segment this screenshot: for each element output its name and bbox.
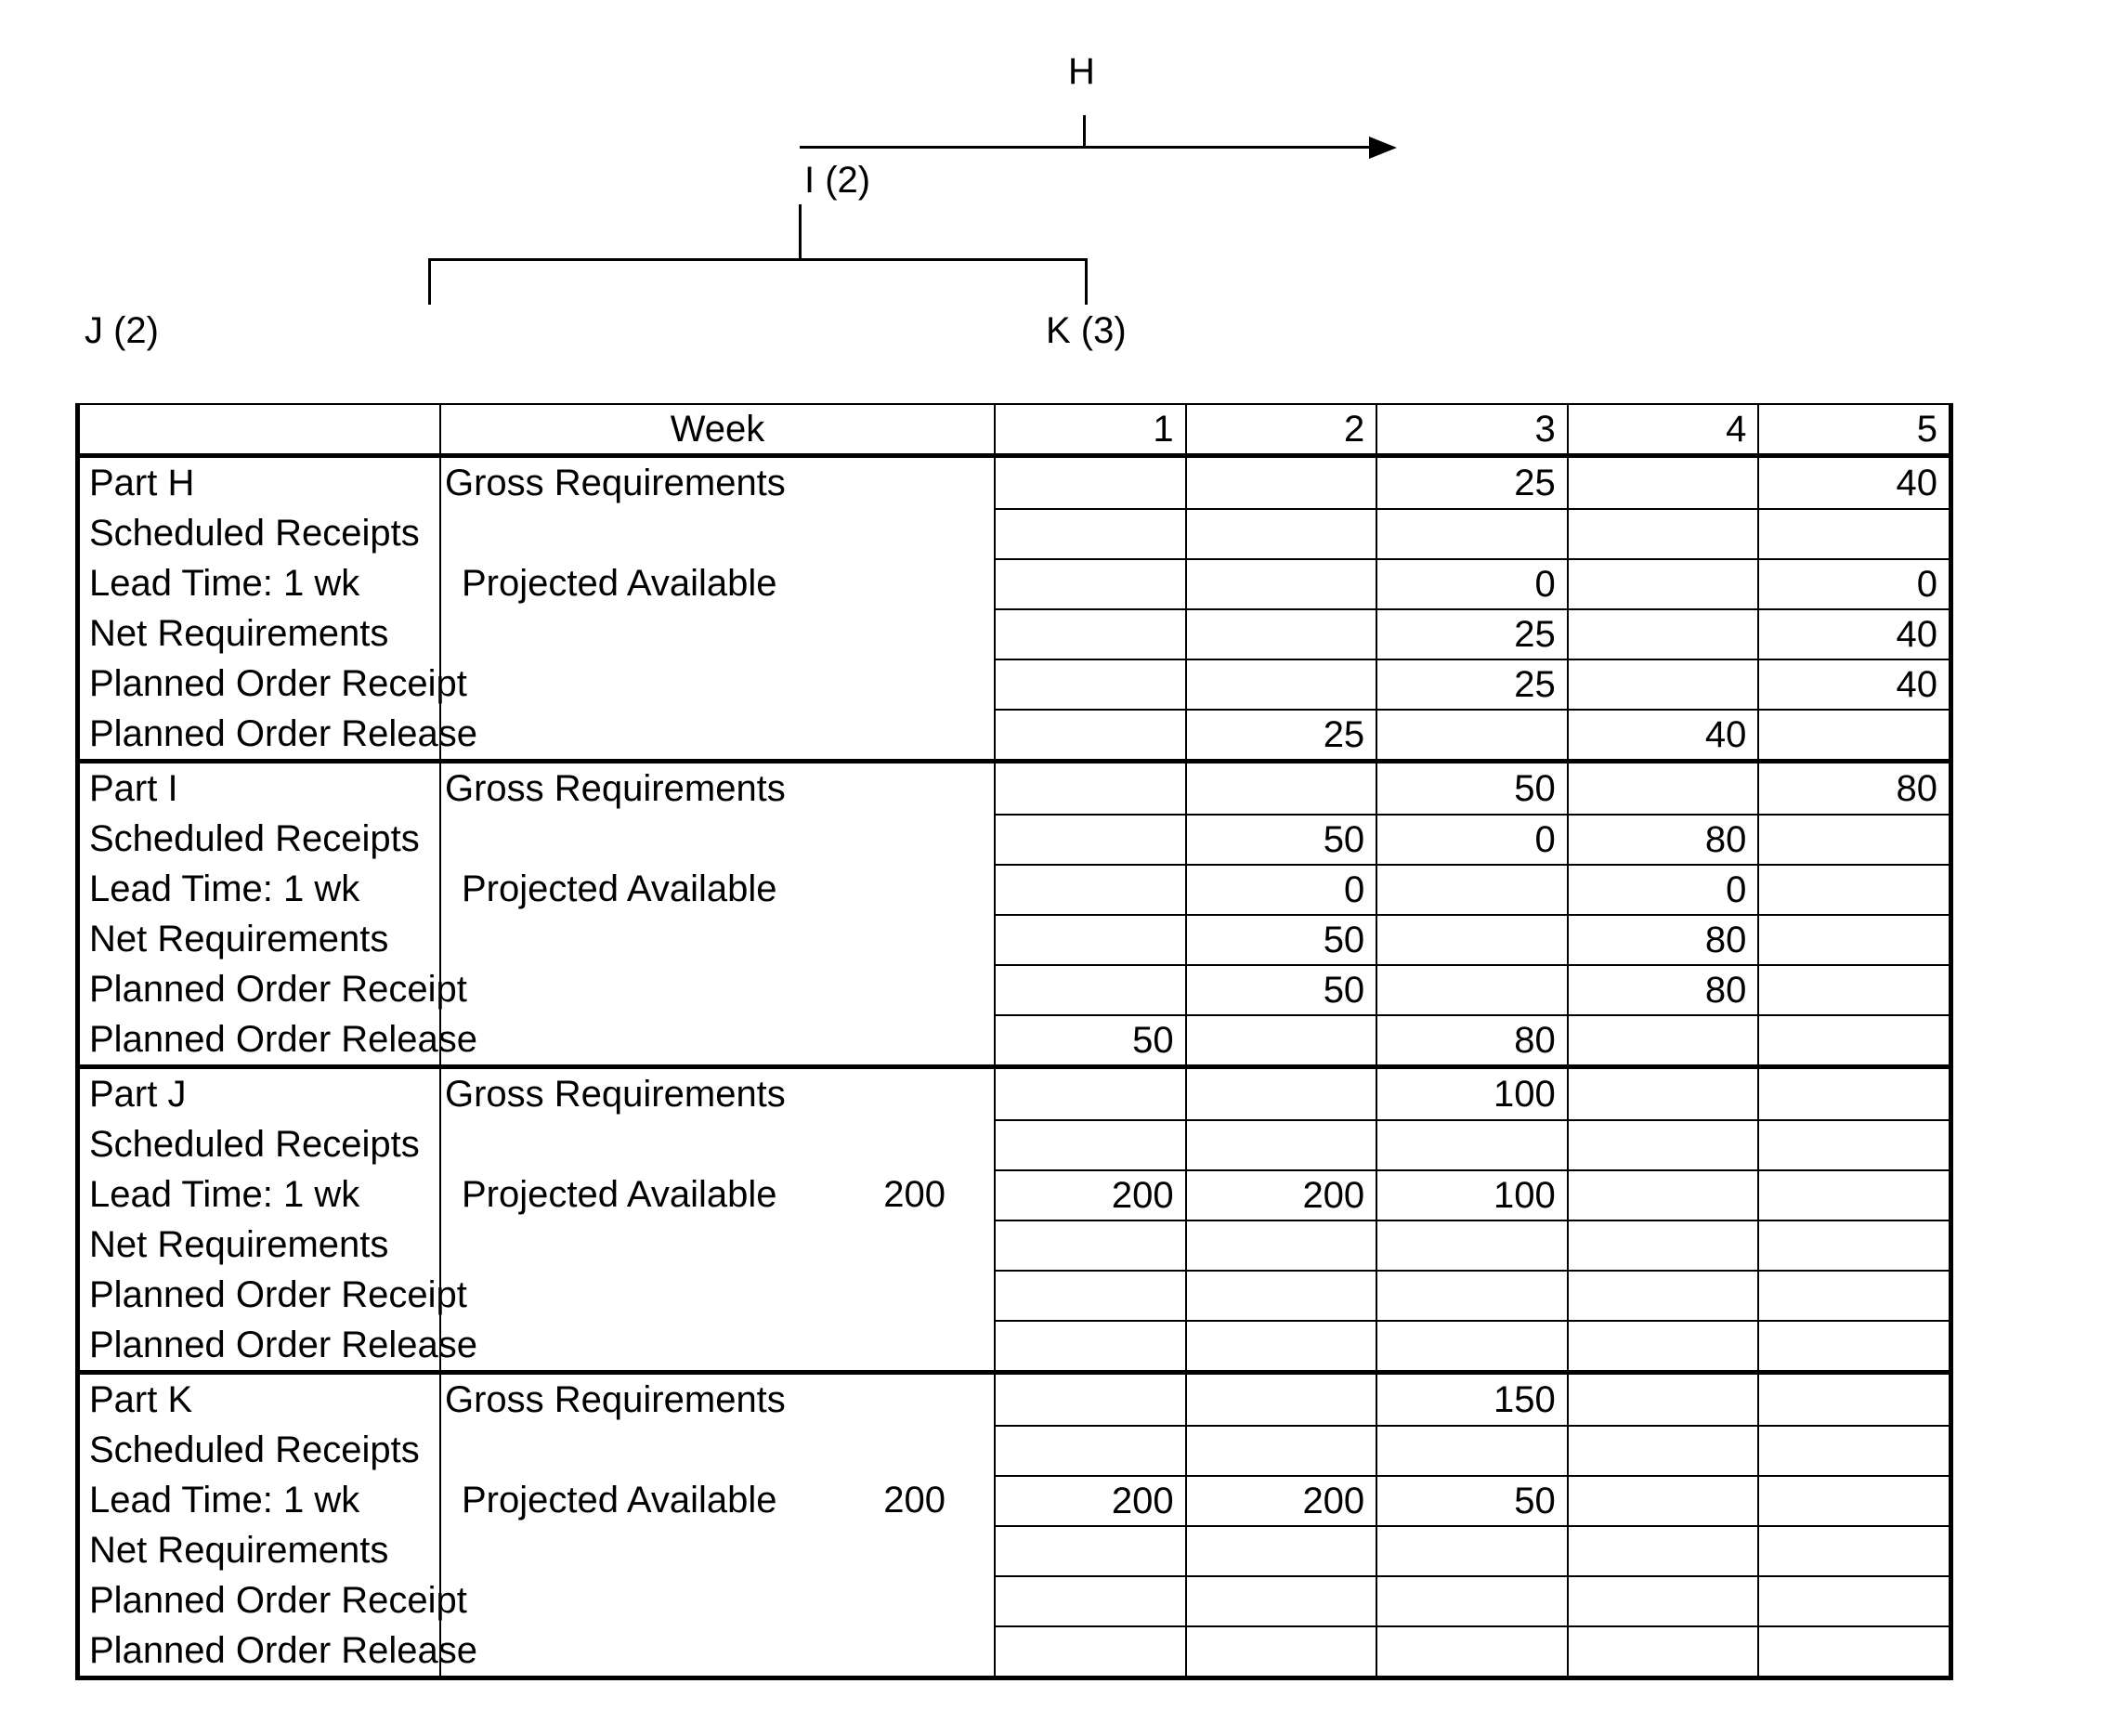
value-cell [1757, 1625, 1949, 1676]
row-label: Planned Order Receipt [89, 1580, 467, 1621]
value-cell: 0 [1376, 558, 1567, 608]
description-column [439, 458, 994, 759]
row-label: Net Requirements [89, 613, 389, 654]
row-label: Lead Time: 1 wk [89, 1174, 360, 1215]
part-block [80, 453, 1949, 759]
value-cell [1567, 1320, 1758, 1370]
bracket-right-drop-line [1085, 258, 1088, 305]
value-cell [1376, 1625, 1567, 1676]
value-cell [1567, 764, 1758, 814]
row-label: Planned Order Receipt [89, 969, 467, 1010]
value-cell [1185, 1425, 1376, 1475]
value-cell [1567, 1119, 1758, 1169]
value-cell [1376, 508, 1567, 558]
desc-row [441, 659, 994, 709]
value-cell: 25 [1376, 659, 1567, 709]
value-cell: 80 [1567, 814, 1758, 864]
value-cell: 100 [1376, 1169, 1567, 1220]
initial-on-hand-value: 200 [883, 1174, 946, 1215]
value-cell [1567, 1169, 1758, 1220]
header-week-2: 2 [1185, 405, 1376, 453]
value-cell: 80 [1567, 964, 1758, 1014]
table-header-row [80, 405, 1949, 453]
node-h-label: H [1068, 51, 1095, 92]
value-cell [994, 558, 1185, 608]
value-cell: 25 [1376, 608, 1567, 659]
value-cell [1185, 659, 1376, 709]
value-cell [1376, 864, 1567, 914]
part-info-column [80, 458, 478, 759]
value-cell [994, 1220, 1185, 1270]
value-cell [1376, 1575, 1567, 1625]
value-cell [994, 1575, 1185, 1625]
desc-row [441, 709, 994, 759]
header-empty-cell [80, 405, 439, 453]
row-label: Lead Time: 1 wk [89, 1480, 360, 1521]
value-cell [994, 964, 1185, 1014]
part-info-column [80, 1375, 478, 1676]
value-cell [1757, 1220, 1949, 1270]
value-cell [1757, 864, 1949, 914]
value-cell [1757, 1525, 1949, 1575]
week-values-grid [994, 1069, 1949, 1370]
row-label: Scheduled Receipts [89, 1124, 420, 1165]
row-label: Lead Time: 1 wk [89, 868, 360, 909]
value-cell [1185, 608, 1376, 659]
value-cell [1567, 1625, 1758, 1676]
row-label: Net Requirements [89, 1530, 389, 1571]
value-cell: 0 [1185, 864, 1376, 914]
projected-available-label: Projected Available [462, 1174, 777, 1215]
value-cell [1185, 1220, 1376, 1270]
timeline-line [800, 146, 1371, 149]
desc-row [441, 1119, 994, 1169]
value-cell [1567, 508, 1758, 558]
projected-available-label: Projected Available [462, 868, 777, 909]
bracket-line [428, 258, 1088, 261]
desc-row [441, 1320, 994, 1370]
row-label: Scheduled Receipts [89, 818, 420, 859]
desc-row [441, 914, 994, 964]
value-cell [1567, 1375, 1758, 1425]
value-cell: 50 [1376, 1475, 1567, 1525]
value-cell [1376, 1525, 1567, 1575]
value-cell [1567, 1575, 1758, 1625]
value-cell: 40 [1757, 608, 1949, 659]
node-j-label: J (2) [85, 310, 159, 351]
value-cell [1567, 558, 1758, 608]
value-cell [994, 914, 1185, 964]
value-cell [994, 764, 1185, 814]
initial-on-hand-value: 200 [883, 1480, 946, 1521]
row-label: Net Requirements [89, 919, 389, 959]
value-cell [1185, 558, 1376, 608]
value-cell: 50 [1185, 914, 1376, 964]
header-week-label: Week [439, 405, 994, 453]
value-cell [1185, 1119, 1376, 1169]
value-cell [994, 608, 1185, 659]
part-block [80, 1064, 1949, 1370]
desc-row [441, 814, 994, 864]
part-name: Part K [89, 1379, 193, 1420]
i-connector-line [799, 204, 802, 260]
value-cell: 40 [1567, 709, 1758, 759]
value-cell: 0 [1567, 864, 1758, 914]
value-cell: 80 [1567, 914, 1758, 964]
value-cell [1757, 814, 1949, 864]
value-cell [1757, 1425, 1949, 1475]
row-label: Scheduled Receipts [89, 1429, 420, 1470]
value-cell [1757, 508, 1949, 558]
value-cell [1757, 1575, 1949, 1625]
value-cell [1567, 458, 1758, 508]
value-cell [1185, 1375, 1376, 1425]
value-cell [1567, 608, 1758, 659]
value-cell [1757, 1119, 1949, 1169]
value-cell [1567, 1220, 1758, 1270]
value-cell [994, 709, 1185, 759]
value-cell [994, 1425, 1185, 1475]
desc-row [441, 1425, 994, 1475]
value-cell [1185, 1014, 1376, 1064]
part-name: Part I [89, 768, 178, 809]
value-cell [994, 1069, 1185, 1119]
value-cell [1376, 1425, 1567, 1475]
gross-requirements-label: Gross Requirements [445, 1074, 786, 1115]
value-cell [994, 1375, 1185, 1425]
desc-row [441, 508, 994, 558]
value-cell [1757, 709, 1949, 759]
value-cell [1376, 1119, 1567, 1169]
value-cell: 200 [994, 1475, 1185, 1525]
mrp-table [75, 403, 1953, 1680]
desc-row [441, 1270, 994, 1320]
value-cell [1757, 1270, 1949, 1320]
value-cell: 200 [1185, 1475, 1376, 1525]
value-cell [1185, 1525, 1376, 1575]
value-cell [1757, 1014, 1949, 1064]
value-cell: 50 [1376, 764, 1567, 814]
part-block [80, 759, 1949, 1064]
value-cell [994, 814, 1185, 864]
row-label: Lead Time: 1 wk [89, 563, 360, 604]
value-cell [994, 458, 1185, 508]
projected-available-label: Projected Available [462, 563, 777, 604]
desc-row [441, 1220, 994, 1270]
row-label: Net Requirements [89, 1224, 389, 1265]
value-cell [1185, 1320, 1376, 1370]
value-cell [994, 1525, 1185, 1575]
header-week-numbers [994, 405, 1949, 453]
value-cell: 80 [1376, 1014, 1567, 1064]
part-info-column [80, 1069, 478, 1370]
desc-row [441, 1014, 994, 1064]
value-cell [1757, 1475, 1949, 1525]
value-cell: 200 [994, 1169, 1185, 1220]
row-label: Planned Order Receipt [89, 1274, 467, 1315]
gross-requirements-label: Gross Requirements [445, 1379, 786, 1420]
value-cell: 100 [1376, 1069, 1567, 1119]
part-block [80, 1370, 1949, 1676]
bracket-left-drop-line [428, 258, 431, 305]
value-cell [1376, 1270, 1567, 1320]
value-cell [1757, 1169, 1949, 1220]
gross-requirements-label: Gross Requirements [445, 768, 786, 809]
part-name: Part J [89, 1074, 187, 1115]
value-cell: 40 [1757, 458, 1949, 508]
value-cell: 25 [1185, 709, 1376, 759]
projected-available-row [441, 1475, 994, 1525]
desc-row [441, 964, 994, 1014]
value-cell [994, 1320, 1185, 1370]
value-cell: 80 [1757, 764, 1949, 814]
value-cell [1567, 659, 1758, 709]
row-label: Planned Order Receipt [89, 663, 467, 704]
mrp-table-blocks [80, 453, 1949, 1676]
value-cell [1757, 964, 1949, 1014]
value-cell [1567, 1525, 1758, 1575]
value-cell [1567, 1014, 1758, 1064]
value-cell [1757, 1375, 1949, 1425]
description-column [439, 764, 994, 1064]
value-cell: 50 [1185, 814, 1376, 864]
value-cell [1757, 1069, 1949, 1119]
value-cell [1757, 1320, 1949, 1370]
value-cell: 0 [1757, 558, 1949, 608]
value-cell [1567, 1475, 1758, 1525]
projected-available-row [441, 864, 994, 914]
desc-row [441, 1575, 994, 1625]
value-cell [1185, 1575, 1376, 1625]
value-cell [1376, 709, 1567, 759]
value-cell: 50 [1185, 964, 1376, 1014]
value-cell [1567, 1270, 1758, 1320]
projected-available-label: Projected Available [462, 1480, 777, 1521]
header-week-4: 4 [1567, 405, 1758, 453]
week-values-grid [994, 458, 1949, 759]
week-values-grid [994, 764, 1949, 1064]
header-week-1: 1 [994, 405, 1185, 453]
value-cell [994, 659, 1185, 709]
value-cell [994, 864, 1185, 914]
row-label: Planned Order Release [89, 1325, 478, 1365]
right-arrow-icon [1369, 137, 1397, 159]
h-connector-line [1083, 115, 1086, 149]
value-cell [1185, 1069, 1376, 1119]
gross-requirements-label: Gross Requirements [445, 463, 786, 503]
desc-row [441, 1525, 994, 1575]
description-column [439, 1069, 994, 1370]
part-info-column [80, 764, 478, 1064]
value-cell [994, 1625, 1185, 1676]
row-label: Planned Order Release [89, 713, 478, 754]
desc-row [441, 1625, 994, 1676]
node-i-label: I (2) [804, 160, 871, 201]
value-cell [994, 508, 1185, 558]
desc-row [441, 608, 994, 659]
value-cell [1185, 1270, 1376, 1320]
projected-available-row [441, 1169, 994, 1220]
value-cell [1185, 1625, 1376, 1676]
header-week-5: 5 [1757, 405, 1949, 453]
row-label: Planned Order Release [89, 1630, 478, 1671]
row-label: Scheduled Receipts [89, 513, 420, 554]
value-cell [1185, 764, 1376, 814]
week-values-grid [994, 1375, 1949, 1676]
value-cell [1376, 1220, 1567, 1270]
value-cell: 150 [1376, 1375, 1567, 1425]
value-cell [1567, 1069, 1758, 1119]
value-cell [994, 1270, 1185, 1320]
value-cell [1567, 1425, 1758, 1475]
value-cell [1376, 914, 1567, 964]
value-cell: 50 [994, 1014, 1185, 1064]
value-cell [1376, 964, 1567, 1014]
node-k-label: K (3) [1046, 310, 1127, 351]
value-cell [1757, 914, 1949, 964]
description-column [439, 1375, 994, 1676]
value-cell [1376, 1320, 1567, 1370]
value-cell: 25 [1376, 458, 1567, 508]
value-cell: 40 [1757, 659, 1949, 709]
projected-available-row [441, 558, 994, 608]
value-cell [1185, 458, 1376, 508]
value-cell: 0 [1376, 814, 1567, 864]
value-cell [994, 1119, 1185, 1169]
header-week-3: 3 [1376, 405, 1567, 453]
value-cell [1185, 508, 1376, 558]
part-name: Part H [89, 463, 195, 503]
value-cell: 200 [1185, 1169, 1376, 1220]
row-label: Planned Order Release [89, 1019, 478, 1060]
